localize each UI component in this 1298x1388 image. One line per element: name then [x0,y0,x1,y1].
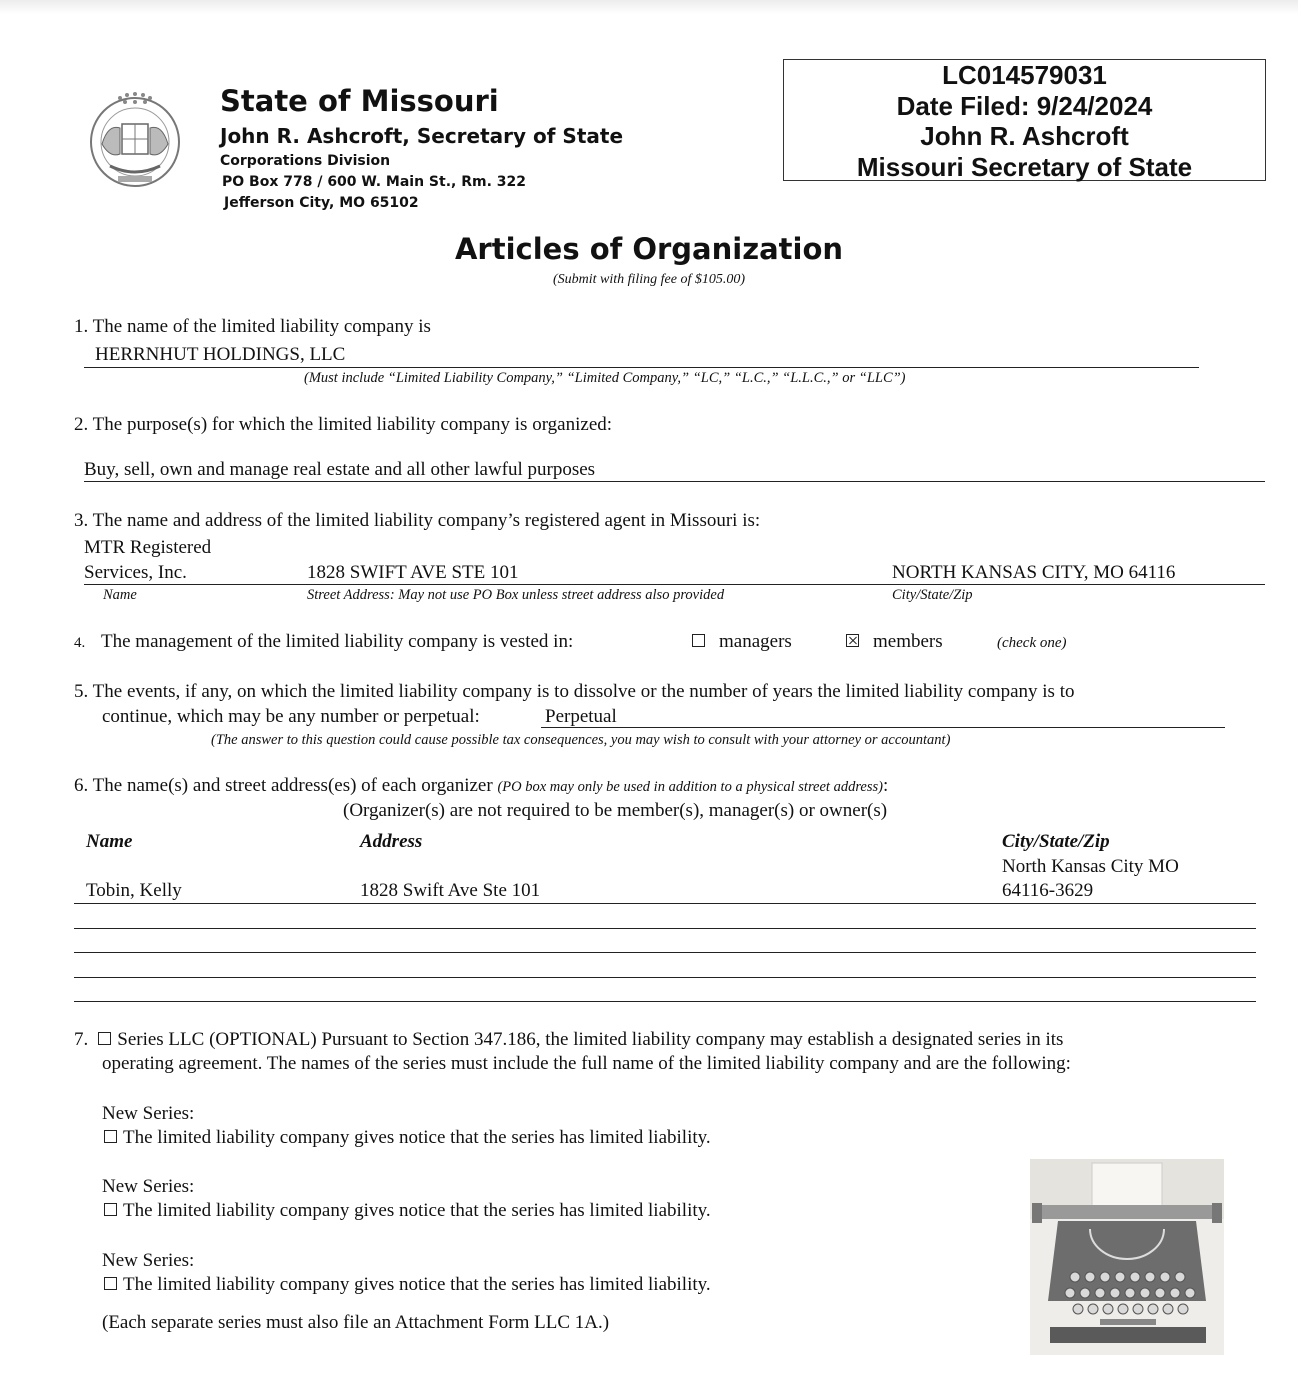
item6-label-text: 6. The name(s) and street address(es) of each organizer [74,775,493,796]
item1-note: (Must include “Limited Liability Company,” “Limited Company,” “LC,” “L.C.,” “L.L.C.,” or “LLC”) [304,370,906,386]
agent-name-line2: Services, Inc. [84,562,187,583]
managers-option[interactable] [692,631,792,653]
agent-name-line1: MTR Registered [84,537,212,558]
members-label: members [873,631,943,652]
purpose-value: Buy, sell, own and manage real estate and all other lawful purposes [84,459,596,480]
item5-line2: continue, which may be any number or perpetual: [102,706,480,727]
item3-underline [84,584,1265,585]
item2-underline [84,481,1265,482]
series-llc-checkbox[interactable] [98,1032,111,1045]
series-footer: (Each separate series must also file an Attachment Form LLC 1A.) [102,1312,610,1333]
series-2-label: New Series: [102,1176,195,1197]
members-checkbox-checked[interactable] [846,634,859,647]
item3-label: 3. The name and address of the limited liability company’s registered agent in Missouri is: [74,510,761,531]
agent-city-state-zip: NORTH KANSAS CITY, MO 64116 [892,562,1176,583]
members-option[interactable] [846,631,943,653]
company-name-value: HERRNHUT HOLDINGS, LLC [95,344,346,365]
series-2-notice-text: The limited liability company gives notice that the series has limited liability. [123,1200,711,1221]
organizer-address: 1828 Swift Ave Ste 101 [360,880,541,901]
form-title: Articles of Organization [454,232,844,266]
viewer-top-shadow [0,0,1298,14]
managers-label: managers [719,631,792,652]
item5-underline [541,727,1225,728]
series-3-notice[interactable] [104,1274,711,1296]
item4-number: 4. [74,635,86,651]
item7-line1-text: Series LLC (OPTIONAL) Pursuant to Section 347.186, the limited liability company may establish a designated series in its [117,1029,1064,1050]
series-1-notice[interactable] [104,1127,711,1149]
series-3-notice-text: The limited liability company gives notice that the series has limited liability. [123,1274,711,1295]
item6-label [74,775,888,797]
header-secretary: John R. Ashcroft, Secretary of State [220,124,624,148]
series-2-notice[interactable] [104,1200,711,1222]
typewriter-watermark-icon [1030,1159,1224,1355]
charter-number: LC014579031 [942,60,1107,90]
item1-label: 1. The name of the limited liability company is [74,316,431,337]
agent-city-caption: City/State/Zip [892,587,973,603]
organizer-col-city: City/State/Zip [1002,831,1110,852]
series-2-checkbox[interactable] [104,1203,117,1216]
organizer-city-line2: 64116-3629 [1002,880,1094,901]
agent-street-caption: Street Address: May not use PO Box unless street address also provided [307,587,725,603]
header-city: Jefferson City, MO 65102 [224,195,419,211]
item1-underline [84,367,1199,368]
agent-name-caption: Name [103,587,137,603]
stamp-name: John R. Ashcroft [920,121,1129,151]
organizer-col-address: Address [360,831,423,852]
item7-line2: operating agreement. The names of the series must include the full name of the limited liability company and are the following: [102,1053,1071,1074]
stamp-office: Missouri Secretary of State [856,151,1193,182]
item7-number: 7. [74,1029,89,1050]
header-state: State of Missouri [220,84,499,118]
organizer-name: Tobin, Kelly [86,880,182,901]
organizer-row-line [74,903,1256,904]
series-1-notice-text: The limited liability company gives notice that the series has limited liability. [123,1127,711,1148]
series-1-label: New Series: [102,1103,195,1124]
item6-subnote: (Organizer(s) are not required to be member(s), manager(s) or owner(s) [343,800,888,821]
item7-line1 [74,1029,1063,1051]
fee-note: (Submit with filing fee of $105.00) [552,272,746,287]
series-3-checkbox[interactable] [104,1277,117,1290]
filing-stamp [783,59,1266,181]
item6-label-note: (PO box may only be used in addition to a physical street address) [497,779,883,795]
series-1-checkbox[interactable] [104,1130,117,1143]
item4-hint: (check one) [997,635,1067,651]
organizer-row-line [74,1001,1256,1002]
header-po-box: PO Box 778 / 600 W. Main St., Rm. 322 [222,174,526,190]
agent-street: 1828 SWIFT AVE STE 101 [307,562,519,583]
managers-checkbox[interactable] [692,634,705,647]
item5-note: (The answer to this question could cause possible tax consequences, you may wish to consult with your attorney or accountant) [211,732,951,748]
organizer-row-line [74,928,1256,929]
duration-value: Perpetual [545,706,617,727]
organizer-city-line1: North Kansas City MO [1002,856,1179,877]
item2-label: 2. The purpose(s) for which the limited liability company is organized: [74,414,613,435]
header-division: Corporations Division [220,153,391,169]
item5-line1: 5. The events, if any, on which the limited liability company is to dissolve or the number of years the limited liability company is to [74,681,1075,702]
series-3-label: New Series: [102,1250,195,1271]
organizer-col-name: Name [86,831,133,852]
missouri-state-seal-icon [80,84,190,194]
item6-label-end: : [882,775,889,796]
date-filed: Date Filed: 9/24/2024 [896,90,1153,121]
organizer-row-line [74,977,1256,978]
item4-label: The management of the limited liability company is vested in: [101,631,574,652]
organizer-row-line [74,952,1256,953]
